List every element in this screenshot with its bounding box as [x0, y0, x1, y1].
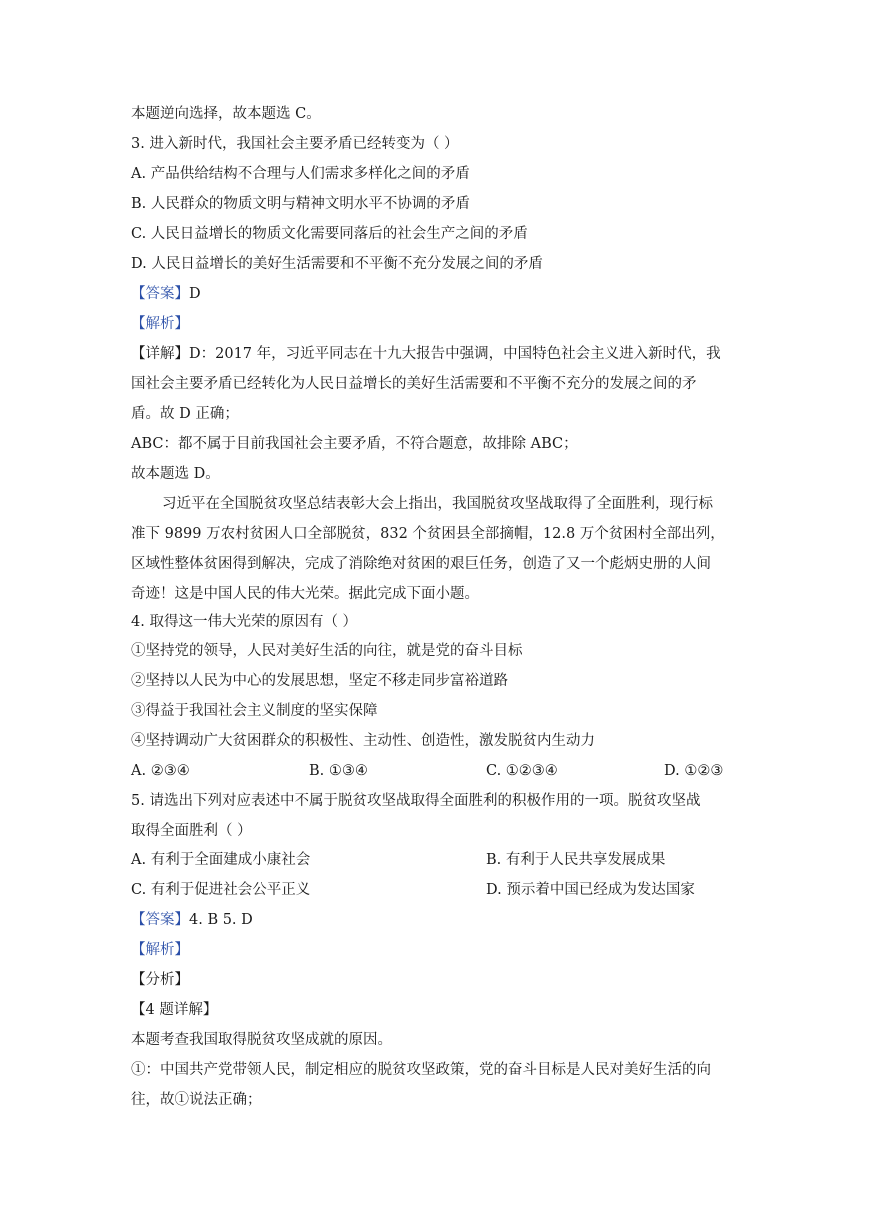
- question-3-option-a: A. 产品供给结构不合理与人们需求多样化之间的矛盾: [131, 166, 470, 182]
- answer-value: D: [189, 286, 201, 302]
- question-4-option-d: D. ①②③: [664, 763, 724, 779]
- question-5-option-a: A. 有利于全面建成小康社会: [131, 852, 311, 868]
- detail-line: ①：中国共产党带领人民，制定相应的脱贫攻坚政策，党的奋斗目标是人民对美好生活的向: [131, 1062, 711, 1078]
- detail-line: 往，故①说法正确；: [131, 1092, 262, 1108]
- passage-line: 奇迹！这是中国人民的伟大光荣。据此完成下面小题。: [131, 586, 479, 602]
- answer-line-2: [131, 910, 253, 930]
- question-4-item: ①坚持党的领导，人民对美好生活的向往，就是党的奋斗目标: [131, 643, 523, 659]
- analysis-tag: 【解析】: [131, 942, 189, 958]
- passage-line: 准下 9899 万农村贫困人口全部脱贫，832 个贫困县全部摘帽，12.8 万个贫困村全部出列，: [131, 526, 725, 542]
- answer-tag: 【答案】: [131, 286, 189, 302]
- question-4-option-c: C. ①②③④: [486, 763, 558, 779]
- question-4-stem: 4. 取得这一伟大光荣的原因有（ ）: [131, 614, 358, 630]
- text-line: 本题逆向选择，故本题选 C。: [131, 106, 321, 122]
- question-4-item: ③得益于我国社会主义制度的坚实保障: [131, 703, 378, 719]
- detail-line: 本题考查我国取得脱贫攻坚成就的原因。: [131, 1032, 392, 1048]
- question-3-option-c: C. 人民日益增长的物质文化需要同落后的社会生产之间的矛盾: [131, 226, 528, 242]
- passage-line: 区域性整体贫困得到解决，完成了消除绝对贫困的艰巨任务，创造了又一个彪炳史册的人间: [131, 556, 711, 572]
- detail-line: 【详解】D：2017 年，习近平同志在十九大报告中强调，中国特色社会主义进入新时代，我: [131, 346, 721, 362]
- answer-value: 4. B 5. D: [189, 912, 253, 928]
- question-5-option-b: B. 有利于人民共享发展成果: [486, 852, 666, 868]
- analysis-tag: 【解析】: [131, 316, 189, 332]
- question-5-option-c: C. 有利于促进社会公平正义: [131, 882, 311, 898]
- question-4-item: ②坚持以人民为中心的发展思想，坚定不移走同步富裕道路: [131, 673, 508, 689]
- answer-tag: 【答案】: [131, 912, 189, 928]
- question-3-option-d: D. 人民日益增长的美好生活需要和不平衡不充分发展之间的矛盾: [131, 256, 543, 272]
- detail-line: 故本题选 D。: [131, 466, 220, 482]
- question-4-item: ④坚持调动广大贫困群众的积极性、主动性、创造性，激发脱贫内生动力: [131, 733, 595, 749]
- question-4-option-a: A. ②③④: [131, 763, 190, 779]
- question-3-option-b: B. 人民群众的物质文明与精神文明水平不协调的矛盾: [131, 196, 470, 212]
- question-5-stem: 取得全面胜利（ ）: [131, 823, 252, 839]
- answer-line-1: [131, 284, 201, 304]
- question-5-stem: 5. 请选出下列对应表述中不属于脱贫攻坚战取得全面胜利的积极作用的一项。脱贫攻坚战: [131, 793, 701, 809]
- detail-4-title: 【4 题详解】: [131, 1002, 218, 1018]
- analysis-sub-tag: 【分析】: [131, 972, 189, 988]
- detail-line: 盾。故 D 正确；: [131, 406, 239, 422]
- detail-line: ABC：都不属于目前我国社会主要矛盾，不符合题意，故排除 ABC；: [131, 436, 578, 452]
- question-5-option-d: D. 预示着中国已经成为发达国家: [486, 882, 695, 898]
- question-3-stem: 3. 进入新时代，我国社会主要矛盾已经转变为（ ）: [131, 136, 459, 152]
- detail-line: 国社会主要矛盾已经转化为人民日益增长的美好生活需要和不平衡不充分的发展之间的矛: [131, 376, 697, 392]
- question-4-option-b: B. ①③④: [309, 763, 368, 779]
- passage-line: 习近平在全国脱贫攻坚总结表彰大会上指出，我国脱贫攻坚战取得了全面胜利，现行标: [162, 496, 713, 512]
